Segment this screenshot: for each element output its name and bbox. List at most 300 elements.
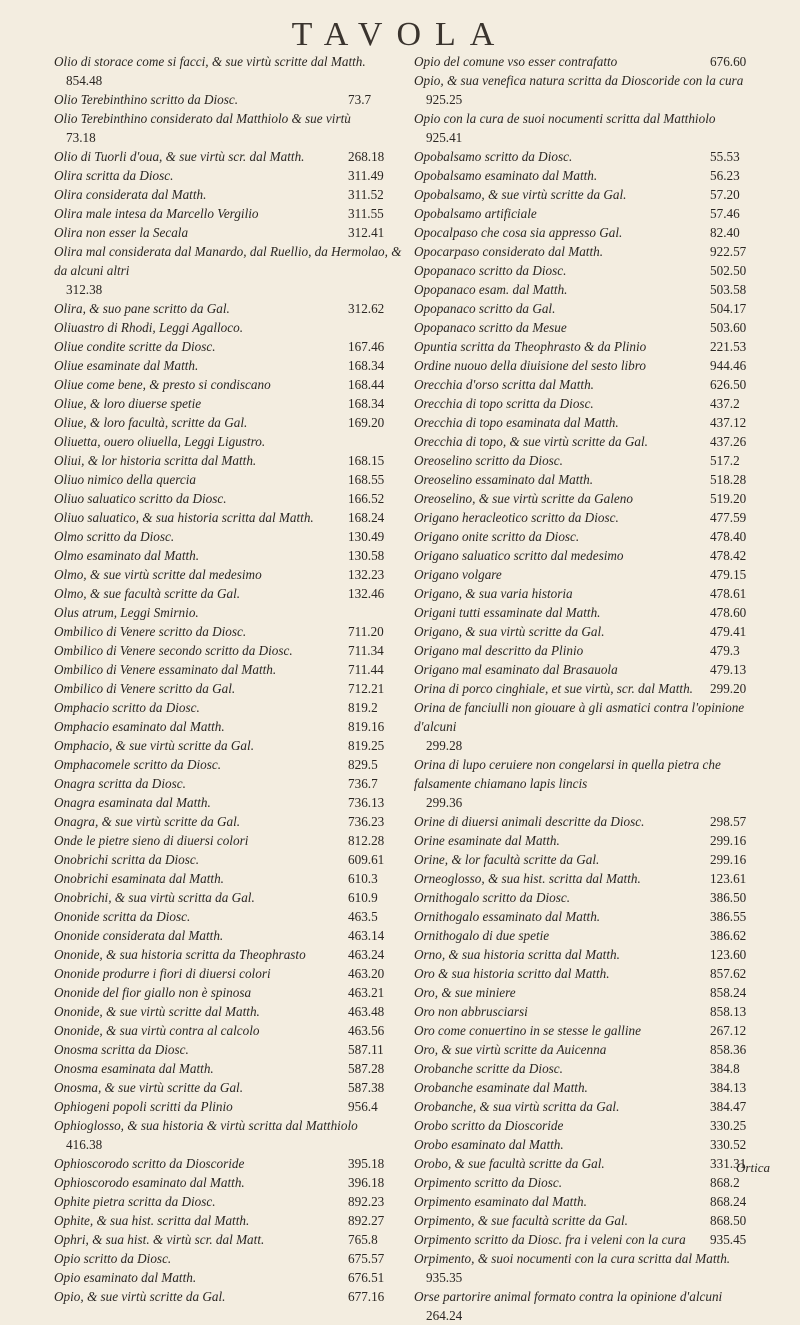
entry-text: Ornithogalo essaminato dal Matth. xyxy=(414,909,601,924)
entry-page-ref: 331.31 xyxy=(710,1156,747,1171)
entry-text: Oro, & sue virtù scritte da Auicenna xyxy=(414,1042,607,1057)
entry-text: Opuntia scritta da Theophrasto & da Plinio xyxy=(414,339,647,354)
index-entry xyxy=(414,204,766,223)
entry-text: Olio Terebinthino considerato dal Matthiolo & sue virtù xyxy=(54,111,351,126)
index-entry xyxy=(414,907,766,926)
entry-page-ref: 130.58 xyxy=(348,548,385,563)
entry-text: Olmo, & sue virtù scritte dal medesimo xyxy=(54,567,262,582)
entry-page-ref: 587.38 xyxy=(348,1080,385,1095)
index-entry xyxy=(54,717,404,736)
entry-text: Ononide, & sua virtù contra al calcolo xyxy=(54,1023,260,1038)
index-entry xyxy=(414,831,766,850)
entry-page-ref: 712.21 xyxy=(348,681,385,696)
entry-page-ref: 268.18 xyxy=(348,149,385,164)
index-entry xyxy=(54,318,404,337)
entry-page-ref: 478.61 xyxy=(710,586,747,601)
entry-page-ref: 518.28 xyxy=(710,472,747,487)
entry-text: Origano, & sua virtù scritte da Gal. xyxy=(414,624,605,639)
entry-page-ref: 168.44 xyxy=(348,377,385,392)
entry-text: Orine, & lor facultà scritte da Gal. xyxy=(414,852,600,867)
index-entry xyxy=(54,603,404,622)
entry-page-ref: 858.13 xyxy=(710,1004,747,1019)
entry-page-ref: 73.7 xyxy=(348,92,372,107)
entry-text: Oro non abbrusciarsi xyxy=(414,1004,528,1019)
entry-text: Oliuetta, ouero oliuella, Leggi Ligustro. xyxy=(54,434,266,449)
entry-page-ref: 736.7 xyxy=(348,776,378,791)
index-entry xyxy=(414,850,766,869)
entry-text: Origano volgare xyxy=(414,567,502,582)
entry-page-ref: 504.17 xyxy=(710,301,747,316)
entry-page-ref: 55.53 xyxy=(710,149,740,164)
index-entry xyxy=(54,1154,404,1173)
index-entry xyxy=(414,679,766,698)
index-entry xyxy=(414,299,766,318)
entry-text: Orine di diuersi animali descritte da Diosc. xyxy=(414,814,645,829)
index-entry xyxy=(414,1059,766,1078)
index-entry xyxy=(54,755,404,774)
entry-text: Onobrichi esaminata dal Matth. xyxy=(54,871,224,886)
index-entry xyxy=(54,489,404,508)
entry-page-ref: 437.12 xyxy=(710,415,747,430)
index-entry xyxy=(54,432,404,451)
entry-page-ref: 330.25 xyxy=(710,1118,747,1133)
index-entry xyxy=(54,660,404,679)
index-column-left xyxy=(54,52,404,1306)
entry-text: Orse partorire animal formato contra la opinione d'alcuni xyxy=(414,1289,723,1304)
index-entry xyxy=(414,52,766,71)
entry-page-ref: 311.55 xyxy=(348,206,384,221)
index-entry xyxy=(54,774,404,793)
index-entry xyxy=(414,1135,766,1154)
index-entry xyxy=(54,166,404,185)
entry-text: Orina di lupo ceruiere non congelarsi in quella pietra che falsamente chiamano lapis lincis xyxy=(414,757,721,791)
index-entry xyxy=(54,185,404,204)
index-entry xyxy=(54,831,404,850)
entry-text: Oro, & sue miniere xyxy=(414,985,516,1000)
entry-text: Origano mal esaminato dal Brasauola xyxy=(414,662,618,677)
index-entry xyxy=(54,1097,404,1116)
entry-text: Ophioglosso, & sua historia & virtù scritta dal Matthiolo xyxy=(54,1118,358,1133)
index-entry xyxy=(414,812,766,831)
index-entry xyxy=(414,489,766,508)
entry-text: Origano mal descritto da Plinio xyxy=(414,643,584,658)
entry-page-ref: 854.48 xyxy=(66,73,103,88)
entry-text: Ophite, & sua hist. scritta dal Matth. xyxy=(54,1213,250,1228)
entry-text: Orobanche, & sua virtù scritta da Gal. xyxy=(414,1099,620,1114)
entry-page-ref: 298.57 xyxy=(710,814,747,829)
index-entry xyxy=(54,394,404,413)
entry-page-ref: 463.20 xyxy=(348,966,385,981)
index-entry xyxy=(54,1002,404,1021)
entry-page-ref: 463.5 xyxy=(348,909,378,924)
entry-text: Origano saluatico scritto dal medesimo xyxy=(414,548,624,563)
entry-page-ref: 610.3 xyxy=(348,871,378,886)
index-entry xyxy=(54,1173,404,1192)
entry-page-ref: 386.50 xyxy=(710,890,747,905)
index-entry xyxy=(414,964,766,983)
entry-page-ref: 922.57 xyxy=(710,244,747,259)
entry-page-ref: 264.24 xyxy=(426,1308,463,1323)
index-entry xyxy=(54,1192,404,1211)
entry-page-ref: 312.62 xyxy=(348,301,385,316)
entry-text: Ophiogeni popoli scritti da Plinio xyxy=(54,1099,233,1114)
index-entry xyxy=(414,451,766,470)
entry-page-ref: 675.57 xyxy=(348,1251,385,1266)
index-entry xyxy=(414,1002,766,1021)
entry-text: Origano heracleotico scritto da Diosc. xyxy=(414,510,619,525)
entry-page-ref: 437.26 xyxy=(710,434,747,449)
index-entry xyxy=(54,964,404,983)
index-entry xyxy=(54,470,404,489)
index-entry xyxy=(414,1097,766,1116)
entry-page-ref: 626.50 xyxy=(710,377,747,392)
entry-text: Onde le pietre sieno di diuersi colori xyxy=(54,833,249,848)
index-entry xyxy=(54,337,404,356)
entry-text: Omphacio scritto da Diosc. xyxy=(54,700,200,715)
entry-page-ref: 384.8 xyxy=(710,1061,740,1076)
entry-text: Orecchia di topo esaminata dal Matth. xyxy=(414,415,619,430)
entry-page-ref: 130.49 xyxy=(348,529,385,544)
entry-page-ref: 819.2 xyxy=(348,700,378,715)
index-entry xyxy=(414,527,766,546)
entry-page-ref: 384.47 xyxy=(710,1099,747,1114)
index-entry xyxy=(414,755,766,812)
entry-text: Ononide considerata dal Matth. xyxy=(54,928,224,943)
index-entry xyxy=(54,1059,404,1078)
entry-page-ref: 167.46 xyxy=(348,339,385,354)
entry-page-ref: 956.4 xyxy=(348,1099,378,1114)
index-entry xyxy=(414,1040,766,1059)
entry-text: Opio, & sue virtù scritte da Gal. xyxy=(54,1289,226,1304)
index-entry xyxy=(414,983,766,1002)
entry-text: Olio di storace come si facci, & sue virtù scritte dal Matth. xyxy=(54,54,366,69)
index-entry xyxy=(54,546,404,565)
entry-page-ref: 868.24 xyxy=(710,1194,747,1209)
index-entry xyxy=(54,641,404,660)
entry-text: Ophioscorodo esaminato dal Matth. xyxy=(54,1175,245,1190)
index-entry xyxy=(54,1287,404,1306)
entry-text: Orecchia d'orso scritta dal Matth. xyxy=(414,377,594,392)
entry-text: Ornithogalo scritto da Diosc. xyxy=(414,890,571,905)
entry-text: Orpimento, & suoi nocumenti con la cura scritta dal Matth. xyxy=(414,1251,731,1266)
index-entry xyxy=(54,1116,404,1154)
index-entry xyxy=(414,280,766,299)
entry-page-ref: 416.38 xyxy=(66,1137,103,1152)
entry-text: Olira male intesa da Marcello Vergilio xyxy=(54,206,259,221)
entry-page-ref: 299.20 xyxy=(710,681,747,696)
entry-text: Ononide, & sua historia scritta da Theophrasto xyxy=(54,947,306,962)
index-entry xyxy=(414,1173,766,1192)
entry-text: Orina di porco cinghiale, et sue virtù, scr. dal Matth. xyxy=(414,681,693,696)
index-entry xyxy=(54,204,404,223)
index-entry xyxy=(54,1249,404,1268)
entry-text: Orobo scritto da Dioscoride xyxy=(414,1118,564,1133)
entry-text: Olira considerata dal Matth. xyxy=(54,187,207,202)
index-entry xyxy=(414,1078,766,1097)
entry-page-ref: 925.41 xyxy=(426,130,463,145)
entry-text: Origano onite scritto da Diosc. xyxy=(414,529,580,544)
index-entry xyxy=(414,584,766,603)
entry-page-ref: 892.23 xyxy=(348,1194,385,1209)
index-entry xyxy=(54,698,404,717)
entry-page-ref: 819.16 xyxy=(348,719,385,734)
entry-text: Orecchia di topo, & sue virtù scritte da Gal. xyxy=(414,434,648,449)
entry-text: Ononide, & sue virtù scritte dal Matth. xyxy=(54,1004,260,1019)
entry-page-ref: 168.55 xyxy=(348,472,385,487)
index-entry xyxy=(54,793,404,812)
entry-page-ref: 132.23 xyxy=(348,567,385,582)
entry-page-ref: 267.12 xyxy=(710,1023,747,1038)
entry-page-ref: 311.52 xyxy=(348,187,384,202)
entry-text: Omphacomele scritto da Diosc. xyxy=(54,757,222,772)
entry-text: Oliue esaminate dal Matth. xyxy=(54,358,199,373)
entry-page-ref: 330.52 xyxy=(710,1137,747,1152)
index-entry xyxy=(414,1230,766,1249)
index-entry xyxy=(414,698,766,755)
entry-page-ref: 857.62 xyxy=(710,966,747,981)
entry-page-ref: 677.16 xyxy=(348,1289,385,1304)
entry-text: Oliui, & lor historia scritta dal Matth. xyxy=(54,453,257,468)
index-entry xyxy=(414,185,766,204)
index-entry xyxy=(54,242,404,299)
index-entry xyxy=(54,622,404,641)
index-entry xyxy=(54,926,404,945)
entry-page-ref: 736.13 xyxy=(348,795,385,810)
index-entry xyxy=(54,679,404,698)
entry-page-ref: 711.20 xyxy=(348,624,384,639)
entry-page-ref: 56.23 xyxy=(710,168,740,183)
index-entry xyxy=(414,166,766,185)
index-entry xyxy=(414,603,766,622)
index-entry xyxy=(414,318,766,337)
index-entry xyxy=(414,546,766,565)
index-entry xyxy=(414,869,766,888)
entry-page-ref: 503.58 xyxy=(710,282,747,297)
entry-text: Ombilico di Venere secondo scritto da Diosc. xyxy=(54,643,293,658)
index-entry xyxy=(54,1021,404,1040)
index-entry xyxy=(54,508,404,527)
entry-text: Orina de fanciulli non giouare à gli asmatici contra l'opinione d'alcuni xyxy=(414,700,745,734)
entry-text: Orobanche esaminate dal Matth. xyxy=(414,1080,588,1095)
entry-page-ref: 736.23 xyxy=(348,814,385,829)
entry-text: Olio di Tuorli d'oua, & sue virtù scr. dal Matth. xyxy=(54,149,305,164)
index-entry xyxy=(414,641,766,660)
entry-page-ref: 123.61 xyxy=(710,871,747,886)
entry-text: Opopanaco scritto da Gal. xyxy=(414,301,556,316)
index-entry xyxy=(54,1040,404,1059)
entry-text: Ornithogalo di due spetie xyxy=(414,928,550,943)
entry-page-ref: 123.60 xyxy=(710,947,747,962)
entry-text: Olira mal considerata dal Manardo, dal Ruellio, da Hermolao, & da alcuni altri xyxy=(54,244,402,278)
entry-page-ref: 478.60 xyxy=(710,605,747,620)
page-title: TAVOLA xyxy=(291,16,509,53)
entry-text: Opio esaminato dal Matth. xyxy=(54,1270,197,1285)
entry-text: Oliue, & loro diuerse spetie xyxy=(54,396,202,411)
index-entry xyxy=(54,850,404,869)
entry-text: Orneoglosso, & sua hist. scritta dal Matth. xyxy=(414,871,641,886)
entry-text: Oliuastro di Rhodi, Leggi Agalloco. xyxy=(54,320,244,335)
entry-page-ref: 868.50 xyxy=(710,1213,747,1228)
entry-page-ref: 935.45 xyxy=(710,1232,747,1247)
entry-text: Opopanaco scritto da Diosc. xyxy=(414,263,567,278)
entry-text: Orpimento esaminato dal Matth. xyxy=(414,1194,587,1209)
index-entry xyxy=(54,1230,404,1249)
index-entry xyxy=(414,71,766,109)
index-entry xyxy=(414,147,766,166)
index-entry xyxy=(54,584,404,603)
entry-text: Opocalpaso che cosa sia appresso Gal. xyxy=(414,225,623,240)
index-entry xyxy=(414,660,766,679)
entry-text: Orobo esaminato dal Matth. xyxy=(414,1137,564,1152)
index-entry xyxy=(414,1192,766,1211)
entry-page-ref: 463.21 xyxy=(348,985,385,1000)
entry-text: Ophri, & sua hist. & virtù scr. dal Matt. xyxy=(54,1232,265,1247)
index-entry xyxy=(414,1249,766,1287)
entry-text: Olmo esaminato dal Matth. xyxy=(54,548,200,563)
entry-text: Olira non esser la Secala xyxy=(54,225,189,240)
index-entry xyxy=(414,926,766,945)
entry-page-ref: 765.8 xyxy=(348,1232,378,1247)
entry-page-ref: 463.56 xyxy=(348,1023,385,1038)
entry-text: Orpimento scritto da Diosc. fra i veleni con la cura xyxy=(414,1232,686,1247)
entry-page-ref: 829.5 xyxy=(348,757,378,772)
entry-text: Oreoselino, & sue virtù scritte da Galeno xyxy=(414,491,633,506)
entry-text: Omphacio esaminato dal Matth. xyxy=(54,719,225,734)
catchword: Ortica xyxy=(736,1160,770,1175)
index-entry xyxy=(414,337,766,356)
entry-page-ref: 57.20 xyxy=(710,187,740,202)
entry-page-ref: 299.16 xyxy=(710,852,747,867)
index-column-right xyxy=(414,52,766,1325)
entry-text: Ombilico di Venere essaminato dal Matth. xyxy=(54,662,277,677)
entry-text: Omphacio, & sue virtù scritte da Gal. xyxy=(54,738,254,753)
entry-page-ref: 587.28 xyxy=(348,1061,385,1076)
index-entry xyxy=(54,869,404,888)
entry-page-ref: 519.20 xyxy=(710,491,747,506)
index-entry xyxy=(54,527,404,546)
entry-page-ref: 299.28 xyxy=(426,738,463,753)
entry-text: Oro & sua historia scritto dal Matth. xyxy=(414,966,610,981)
entry-page-ref: 676.51 xyxy=(348,1270,385,1285)
entry-page-ref: 892.27 xyxy=(348,1213,385,1228)
entry-text: Onagra esaminata dal Matth. xyxy=(54,795,211,810)
index-entry xyxy=(54,983,404,1002)
entry-page-ref: 169.20 xyxy=(348,415,385,430)
entry-page-ref: 395.18 xyxy=(348,1156,385,1171)
entry-text: Onagra scritta da Diosc. xyxy=(54,776,186,791)
entry-text: Opio con la cura de suoi nocumenti scritta dal Matthiolo xyxy=(414,111,716,126)
entry-text: Ononide del fior giallo non è spinosa xyxy=(54,985,252,1000)
entry-page-ref: 386.55 xyxy=(710,909,747,924)
entry-page-ref: 57.46 xyxy=(710,206,740,221)
entry-page-ref: 299.16 xyxy=(710,833,747,848)
entry-text: Oliuo saluatico, & sua historia scritta dal Matth. xyxy=(54,510,314,525)
entry-text: Ophite pietra scritta da Diosc. xyxy=(54,1194,216,1209)
index-entry xyxy=(414,413,766,432)
index-entry xyxy=(414,622,766,641)
index-entry xyxy=(414,109,766,147)
entry-page-ref: 221.53 xyxy=(710,339,747,354)
entry-text: Olmo scritto da Diosc. xyxy=(54,529,175,544)
index-entry xyxy=(54,413,404,432)
entry-text: Ononide scritta da Diosc. xyxy=(54,909,191,924)
entry-text: Orpimento, & sue facultà scritte da Gal. xyxy=(414,1213,628,1228)
entry-page-ref: 463.24 xyxy=(348,947,385,962)
entry-text: Opio, & sua venefica natura scritta da Dioscoride con la cura xyxy=(414,73,744,88)
entry-text: Opocarpaso considerato dal Matth. xyxy=(414,244,604,259)
index-entry xyxy=(414,1287,766,1325)
index-entry xyxy=(414,1116,766,1135)
entry-page-ref: 711.34 xyxy=(348,643,384,658)
entry-page-ref: 711.44 xyxy=(348,662,384,677)
index-entry xyxy=(54,1211,404,1230)
entry-text: Ophioscorodo scritto da Dioscoride xyxy=(54,1156,245,1171)
entry-text: Ononide produrre i fiori di diuersi colori xyxy=(54,966,271,981)
entry-page-ref: 396.18 xyxy=(348,1175,385,1190)
index-entry xyxy=(54,1268,404,1287)
entry-page-ref: 312.38 xyxy=(66,282,103,297)
index-entry xyxy=(414,508,766,527)
entry-page-ref: 82.40 xyxy=(710,225,740,240)
entry-page-ref: 386.62 xyxy=(710,928,747,943)
entry-page-ref: 935.35 xyxy=(426,1270,463,1285)
index-entry xyxy=(414,1211,766,1230)
entry-page-ref: 479.41 xyxy=(710,624,747,639)
entry-page-ref: 168.34 xyxy=(348,358,385,373)
index-entry xyxy=(54,736,404,755)
index-entry xyxy=(414,261,766,280)
index-entry xyxy=(54,1078,404,1097)
entry-text: Olira scritta da Diosc. xyxy=(54,168,174,183)
entry-page-ref: 132.46 xyxy=(348,586,385,601)
index-entry xyxy=(414,242,766,261)
index-entry xyxy=(414,223,766,242)
entry-page-ref: 479.3 xyxy=(710,643,740,658)
index-entry xyxy=(54,299,404,318)
index-entry xyxy=(414,565,766,584)
index-entry xyxy=(54,565,404,584)
entry-text: Ombilico di Venere scritto da Gal. xyxy=(54,681,236,696)
entry-text: Oliue come bene, & presto si condiscano xyxy=(54,377,271,392)
index-entry xyxy=(54,907,404,926)
entry-page-ref: 479.13 xyxy=(710,662,747,677)
entry-page-ref: 925.25 xyxy=(426,92,463,107)
entry-text: Orobanche scritte da Diosc. xyxy=(414,1061,563,1076)
index-entry xyxy=(54,223,404,242)
index-entry xyxy=(54,888,404,907)
index-entry xyxy=(54,356,404,375)
entry-page-ref: 477.59 xyxy=(710,510,747,525)
entry-page-ref: 503.60 xyxy=(710,320,747,335)
entry-page-ref: 168.24 xyxy=(348,510,385,525)
entry-page-ref: 587.11 xyxy=(348,1042,384,1057)
entry-page-ref: 609.61 xyxy=(348,852,385,867)
entry-text: Oliue, & loro facultà, scritte da Gal. xyxy=(54,415,248,430)
entry-text: Opobalsamo artificiale xyxy=(414,206,537,221)
entry-page-ref: 311.49 xyxy=(348,168,384,183)
index-entry xyxy=(54,375,404,394)
entry-page-ref: 73.18 xyxy=(66,130,96,145)
entry-page-ref: 478.40 xyxy=(710,529,747,544)
index-entry xyxy=(414,945,766,964)
entry-text: Oliuo nimico della quercia xyxy=(54,472,196,487)
entry-text: Ordine nuouo della diuisione del sesto libro xyxy=(414,358,646,373)
entry-text: Onobrichi, & sua virtù scritta da Gal. xyxy=(54,890,255,905)
index-entry xyxy=(414,432,766,451)
entry-text: Opopanaco scritto da Mesue xyxy=(414,320,567,335)
entry-page-ref: 502.50 xyxy=(710,263,747,278)
entry-text: Opio scritto da Diosc. xyxy=(54,1251,172,1266)
